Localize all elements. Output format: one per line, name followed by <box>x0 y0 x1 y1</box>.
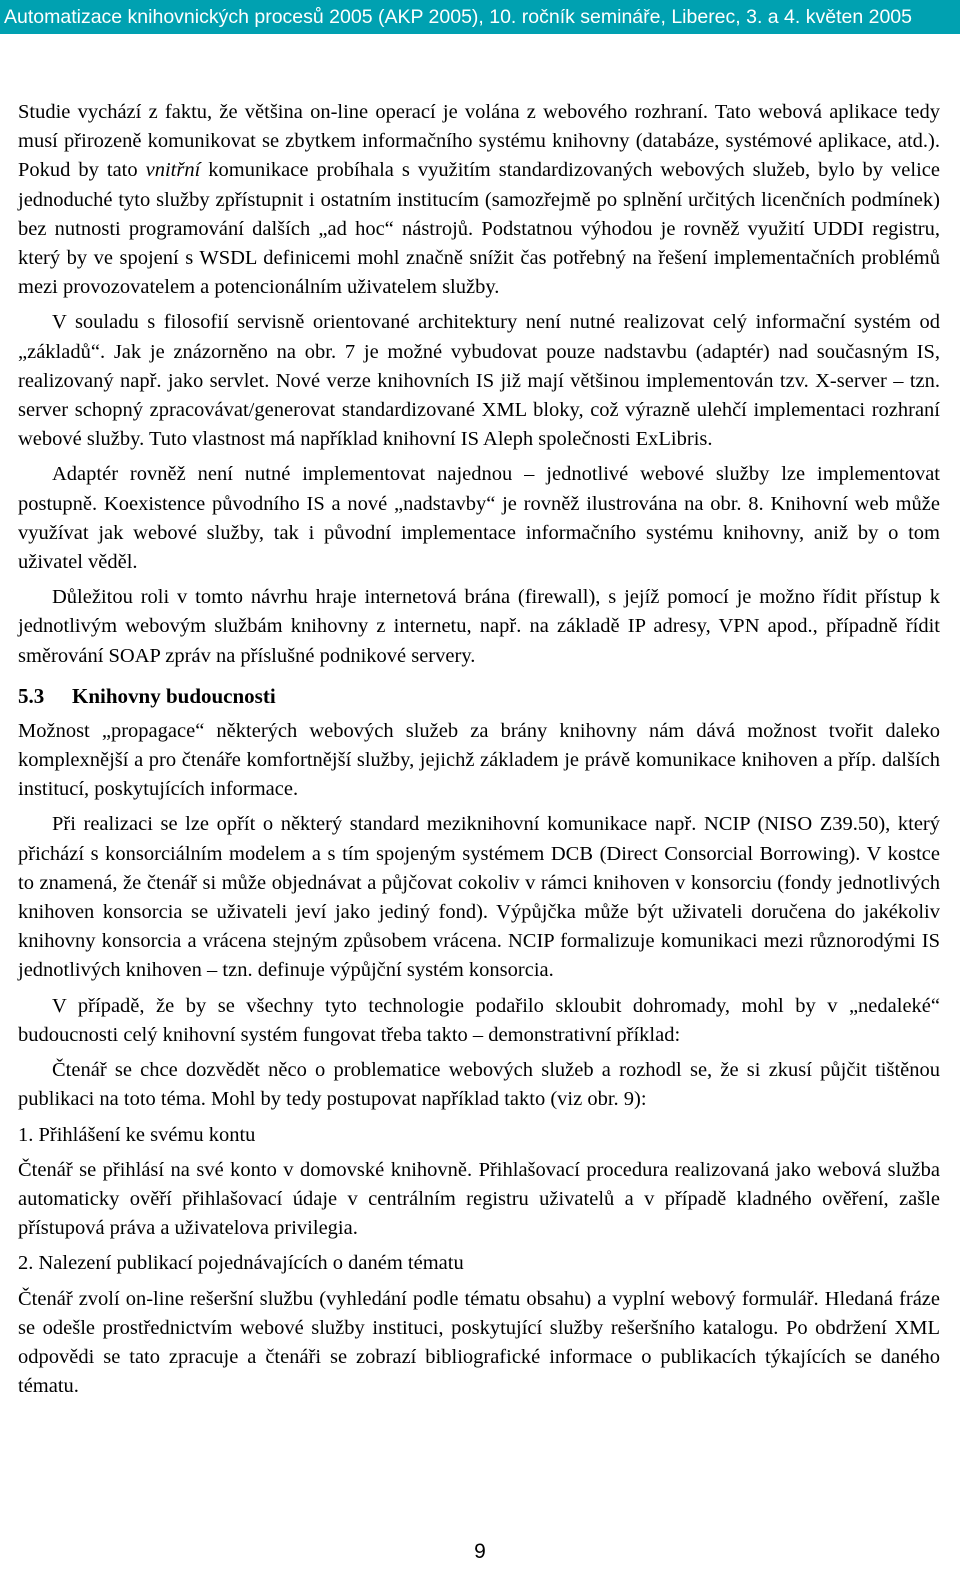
section-title: Knihovny budoucnosti <box>72 683 276 708</box>
paragraph-ncip: Při realizaci se lze opřít o některý standard meziknihovní komunikace např. NCIP (NISO Z39.50), který přichází s konsorciálním modelem a s tím spojeným systémem DCB (Direct Consorcial Borrowing). V kostce to znamená, že čtenář si může objednávat a půjčovat cokoliv v rámci knihoven v konsorciu (fondy jednotlivých knihoven konsorcia se uživateli jeví jako jediný fond). Výpůjčka může být uživateli doručena do jakékoliv knihovny konsorcia a vrácena stejným způsobem vrácena. NCIP formalizuje komunikaci mezi různorodými IS jednotlivých knihoven – tzn. definuje výpůjční systém konsorcia. <box>18 813 940 982</box>
section-heading <box>18 679 940 713</box>
paragraph-intro-part-a: Studie vychází z faktu, že většina on-line operací je volána z webového rozhraní. Tato webová aplikace tedy musí přirozeně komunikovat se zbytkem informačního systému knihovny (databáze, systémové aplikace, atd.). Pokud by tato <box>18 101 940 182</box>
list-item-login: 1. Přihlášení ke svému kontu <box>18 1123 256 1146</box>
section-number: 5.3 <box>18 683 45 708</box>
paragraph-intro <box>18 98 940 302</box>
paragraph-soa: V souladu s filosofií servisně orientované architektury není nutné realizovat celý informační systém od „základů“. Jak je znázorněno na obr. 7 je možné vybudovat pouze nadstavbu (adaptér) nad současným IS, realizovaný např. jako servlet. Nové verze knihovních IS již mají většinou implementován tzv. X-server – tzn. server schopný zpracovávat/generovat standardizované XML bloky, což výrazně ulehčí implementaci rozhraní webové služby. Tuto vlastnost má například knihovní IS Aleph společnosti ExLibris. <box>18 311 940 451</box>
paragraph-intro-part-b: komunikace probíhala s využitím standardizovaných webových služeb, bylo by velice jednoduché tyto služby zpřístupnit i ostatním institucím (samozřejmě po splnění určitých licenčních podmínek) bez nutnosti programování dalších „ad hoc“ nástrojů. Podstatnou výhodou je rovněž využití UDDI registru, který by ve spojení s WSDL definicemi mohl značně snížit čas potřebný na řešení implementačních problémů mezi provozovatelem a potencionálním uživatelem služby. <box>18 159 940 299</box>
paragraph-search: Čtenář zvolí on-line rešeršní službu (vyhledání podle tématu obsahu) a vyplní webový formulář. Hledaná fráze se odešle prostřednictvím webové služby instituci, poskytující služby rešeršního katalogu. Po obdržení XML odpovědi se tato zpracuje a čtenáři se zobrazí bibliografické informace o publikacích týkajících se daného tématu. <box>18 1287 940 1398</box>
paragraph-login: Čtenář se přihlásí na své konto v domovské knihovně. Přihlašovací procedura realizovaná jako webová služba automaticky ověří přihlašovací údaje v centrálním registru uživatelů a v případě kladného ověření, zašle přístupová práva a uživatelova privilegia. <box>18 1158 940 1240</box>
running-header: Automatizace knihovnických procesů 2005 (AKP 2005), 10. ročník semináře, Liberec, 3. a 4. květen 2005 <box>0 0 960 34</box>
emphasis-internal: vnitřní <box>145 159 201 182</box>
paragraph-propagation: Možnost „propagace“ některých webových služeb za brány knihovny nám dává možnost tvořit daleko komplexnější a pro čtenáře komfortnější služby, jejichž základem je právě komunikace knihoven a příp. dalších institucí, poskytujících informace. <box>18 719 940 801</box>
document-body <box>18 98 940 1407</box>
page-number: 9 <box>474 1540 486 1563</box>
paragraph-adapter: Adaptér rovněž není nutné implementovat najednou – jednotlivé webové služby lze implementovat postupně. Koexistence původního IS a nové „nadstavby“ je rovněž ilustrována na obr. 8. Knihovní web může využívat jak webové služby, tak i původní implementace informačního systému knihovny, aniž by o tom uživatel věděl. <box>18 463 940 574</box>
list-item-search: 2. Nalezení publikací pojednávajících o daném tématu <box>18 1252 464 1275</box>
paragraph-example-intro: V případě, že by se všechny tyto technologie podařilo skloubit dohromady, mohl by v „nedaleké“ budoucnosti celý knihovní systém fungovat třeba takto – demonstrativní příklad: <box>18 994 940 1046</box>
paragraph-firewall: Důležitou roli v tomto návrhu hraje internetová brána (firewall), s jejíž pomocí je možno řídit přístup k jednotlivým webovým službám knihovny z internetu, např. na základě IP adresy, VPN apod., případně řídit směrování SOAP zpráv na příslušné podnikové servery. <box>18 586 940 667</box>
paragraph-reader-scenario: Čtenář se chce dozvědět něco o problematice webových služeb a rozhodl se, že si zkusí půjčit tištěnou publikaci na toto téma. Mohl by tedy postupovat například takto (viz obr. 9): <box>18 1059 940 1111</box>
